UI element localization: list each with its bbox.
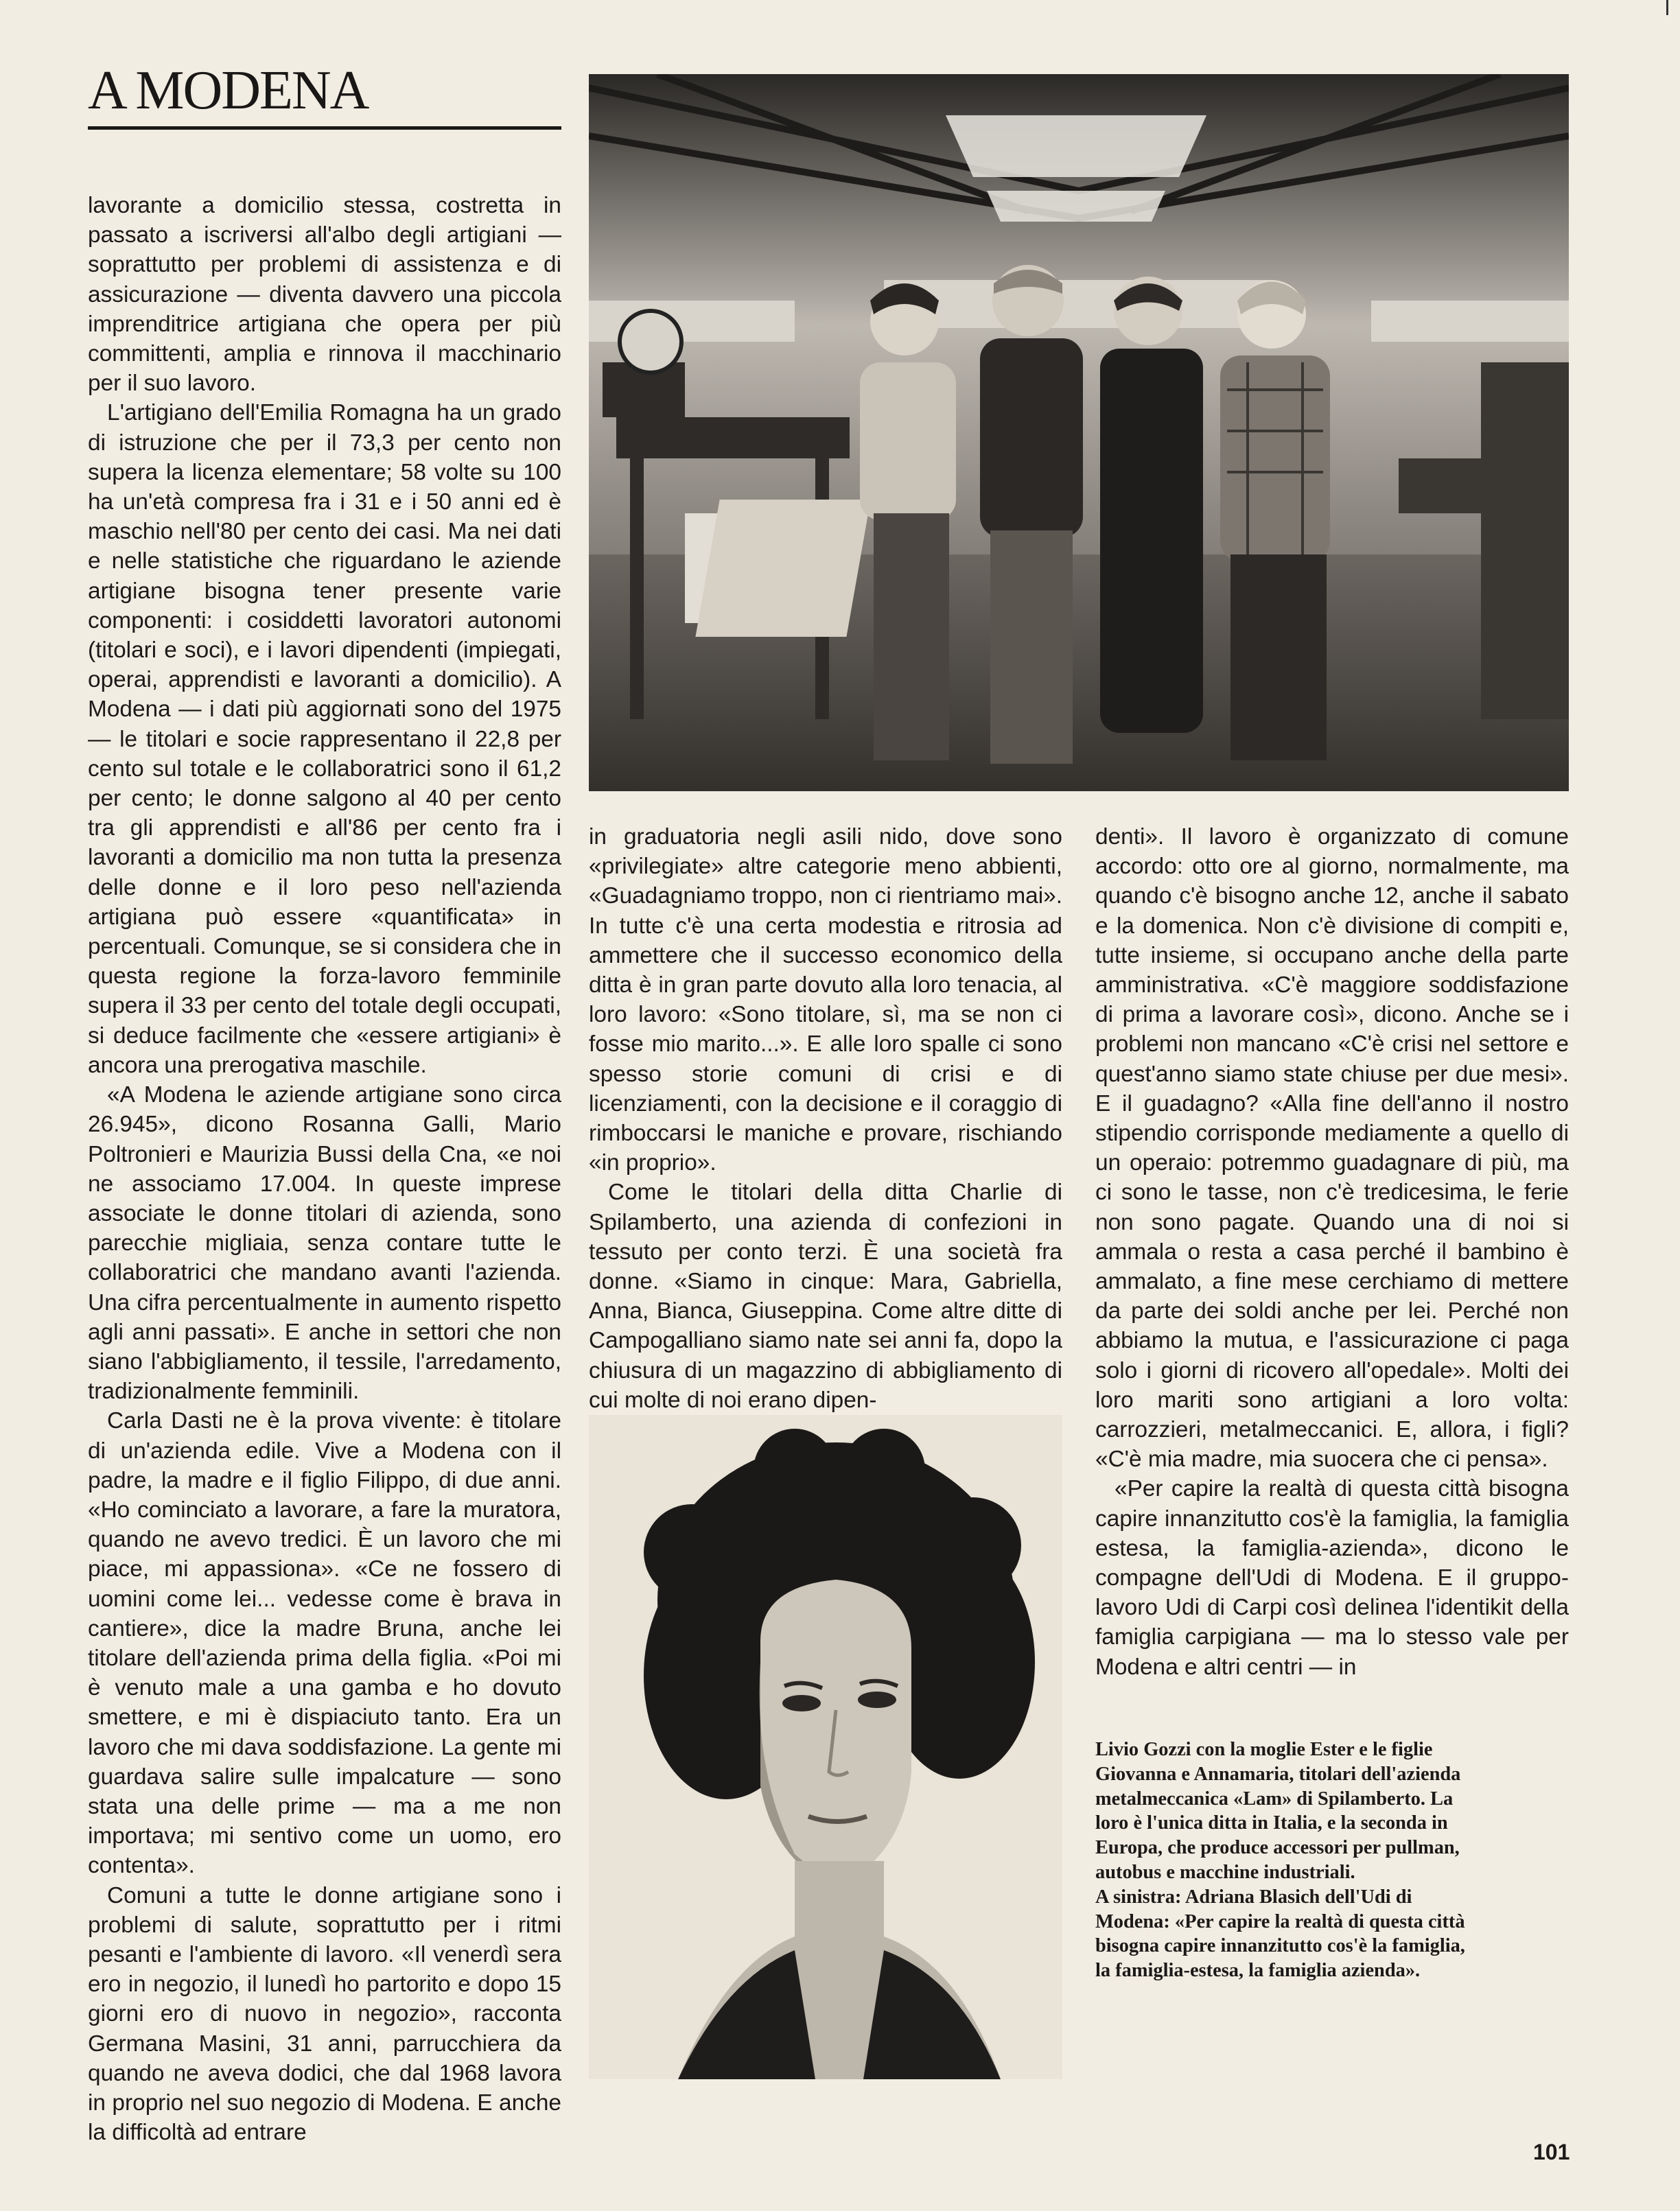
page-title: A MODENA [88, 60, 369, 121]
paragraph: denti». Il lavoro è organizzato di comune accordo: otto ore al giorno, normalmente, ma quando c'è bisogno anche 12, anche il sabato e la domenica. Non c'è divisione di compiti e, tutte insieme, si occupano anche della parte amministrativa. «C'è maggiore soddisfazione di prima a lavorare così», dicono. Anche se i problemi non mancano «C'è crisi nel settore e quest'anno siamo state chiuse per due mesi». E il guadagno? «Alla fine dell'anno il nostro stipendio corrisponde mediamente a quello di un operaio: potremmo guadagnare di più, ma ci sono le tasse, non c'è tredicesima, le ferie non sono pagate. Quando una di noi si ammala o resta a casa perché il bambino è ammalato, a fine mese cerchiamo di mettere da parte dei soldi anche per lei. Perché non abbiamo la mutua, e l'assicurazione ci paga solo i giorni di ricovero all'opedale». Molti dei loro mariti sono artigiani a loro volta: carrozzieri, metalmeccanici. E, allora, i figli? «C'è mia madre, mia suocera che ci pensa». [1095, 824, 1569, 1473]
photo-caption [1095, 1738, 1480, 1983]
portrait-photo [589, 1415, 1062, 2079]
paragraph: L'artigiano dell'Emilia Romagna ha un grado di istruzione che per il 73,3 per cento non supera la licenza elementare; 58 volte su 100 ha un'età compresa fra i 31 e i 50 anni ed è maschio nell'80 per cento dei casi. Ma nei dati e nelle statistiche che riguardano le aziende artigiane bisogna tener presente varie componenti: i cosiddetti lavoratori autonomi (titolari e soci), e i lavori dipendenti (impiegati, operai, apprendisti e lavoranti a domicilio). A Modena — i dati più aggiornati sono del 1975 — le titolari e socie rappresentano il 22,8 per cento sul totale e le collaboratrici sono il 61,2 per cento; le donne salgono al 40 per cento tra gli apprendisti e all'86 per cento fra i lavoranti a domicilio ma non tutta la presenza delle donne e il loro peso nell'azienda artigiana può essere «quantificata» in percentuali. Comunque, se si considera che in questa regione la forza-lavoro femminile supera il 33 per cento del totale degli occupati, si deduce facilmente che «essere artigiani» è ancora una prerogativa maschile. [88, 400, 561, 1078]
workshop-group-photo [589, 74, 1569, 791]
text-column-left [88, 191, 561, 2146]
page-number: 101 [1533, 2140, 1570, 2164]
paragraph: «Per capire la realtà di questa città bisogna capire innanzitutto cos'è la famiglia, la famiglia estesa, la famiglia-azienda», dicono le compagne dell'Udi di Modena. E il gruppo-lavoro Udi di Carpi così delinea l'identikit della famiglia carpigiana — ma lo stesso vale per Modena e altri centri — in [1095, 1476, 1569, 1680]
paragraph: Comuni a tutte le donne artigiane sono i problemi di salute, soprattutto per i ritmi pesanti e l'ambiente di lavoro. «Il venerdì sera ero in negozio, il lunedì ho partorito e dopo 15 giorni ero di nuovo in negozio», racconta Germana Masini, 31 anni, parrucchiera da quando ne aveva dodici, che dal 1968 lavora in proprio nel suo negozio di Modena. E anche la difficoltà ad entrare [88, 1882, 561, 2146]
caption-top-photo: Livio Gozzi con la moglie Ester e le figlie Giovanna e Annamaria, titolari dell'azienda metalmeccanica «Lam» di Spilamberto. La loro è l'unica ditta in Italia, e la seconda in Europa, che produce accessori per pullman, autobus e macchine industriali. [1095, 1739, 1461, 1883]
text-column-middle [589, 822, 1062, 1413]
text-column-right [1095, 822, 1569, 1694]
paragraph: in graduatoria negli asili nido, dove sono «privilegiate» altre categorie meno abbienti, «Guadagniamo troppo, non ci rientriamo mai». In tutte c'è una certa modestia e ritrosia ad ammettere che il successo economico della ditta è in gran parte dovuto alla loro tenacia, al loro lavoro: «Sono titolare, sì, ma se non ci fosse mio marito...». E alle loro spalle ci sono spesso storie comuni di crisi e di licenziamenti, con la decisione e il coraggio di rimboccarsi le maniche e provare, rischiando «in proprio». [589, 824, 1062, 1176]
caption-portrait: A sinistra: Adriana Blasich dell'Udi di Modena: «Per capire la realtà di questa città bisogna capire innanzitutto cos'è la famiglia, la famiglia-estesa, la famiglia azienda». [1095, 1886, 1465, 1982]
paragraph: Come le titolari della ditta Charlie di Spilamberto, una azienda di confezioni in tessuto per conto terzi. È una società fra donne. «Siamo in cinque: Mara, Gabriella, Anna, Bianca, Giuseppina. Come altre ditte di Campogalliano siamo nate sei anni fa, dopo la chiusura di un magazzino di abbigliamento di cui molte di noi erano dipen- [589, 1180, 1062, 1413]
title-rule [88, 126, 561, 130]
paragraph: Carla Dasti ne è la prova vivente: è titolare di un'azienda edile. Vive a Modena con il padre, la madre e il figlio Filippo, di due anni. «Ho cominciato a lavorare, a fare la muratora, quando ne avevo tredici. È un lavoro che mi piace, mi appassiona». «Ce ne fossero di uomini come lei... vedesse come è brava in cantiere», dice la madre Bruna, anche lei titolare dell'azienda prima della figlia. «Poi mi è venuto male a una gamba e ho dovuto smettere, e mi è dispiaciuto tanto. Era un lavoro che mi dava soddisfazione. La gente mi guardava salire sulle impalcature — sono stata una delle prime — ma a me non importava; mi sentivo come un uomo, ero contenta». [88, 1408, 561, 1879]
paragraph: lavorante a domicilio stessa, costretta in passato a iscriversi all'albo degli artigiani — soprattutto per problemi di assistenza e di assicurazione — diventa davvero una piccola imprenditrice artigiana che opera per più committenti, amplia e rinnova il macchinario per il suo lavoro. [88, 193, 561, 397]
paragraph: «A Modena le aziende artigiane sono circa 26.945», dicono Rosanna Galli, Mario Poltronieri e Maurizia Bussi della Cna, «e noi ne associamo 17.004. In queste imprese associate le donne titolari di azienda, sono parecchie migliaia, senza contare tutte le collaboratrici che mandano avanti l'azienda. Una cifra percentualmente in aumento rispetto agli anni passati». E anche in settori che non siano l'abbigliamento, il tessile, l'arredamento, tradizionalmente femminili. [88, 1082, 561, 1405]
page-edge-mark [1666, 0, 1668, 15]
